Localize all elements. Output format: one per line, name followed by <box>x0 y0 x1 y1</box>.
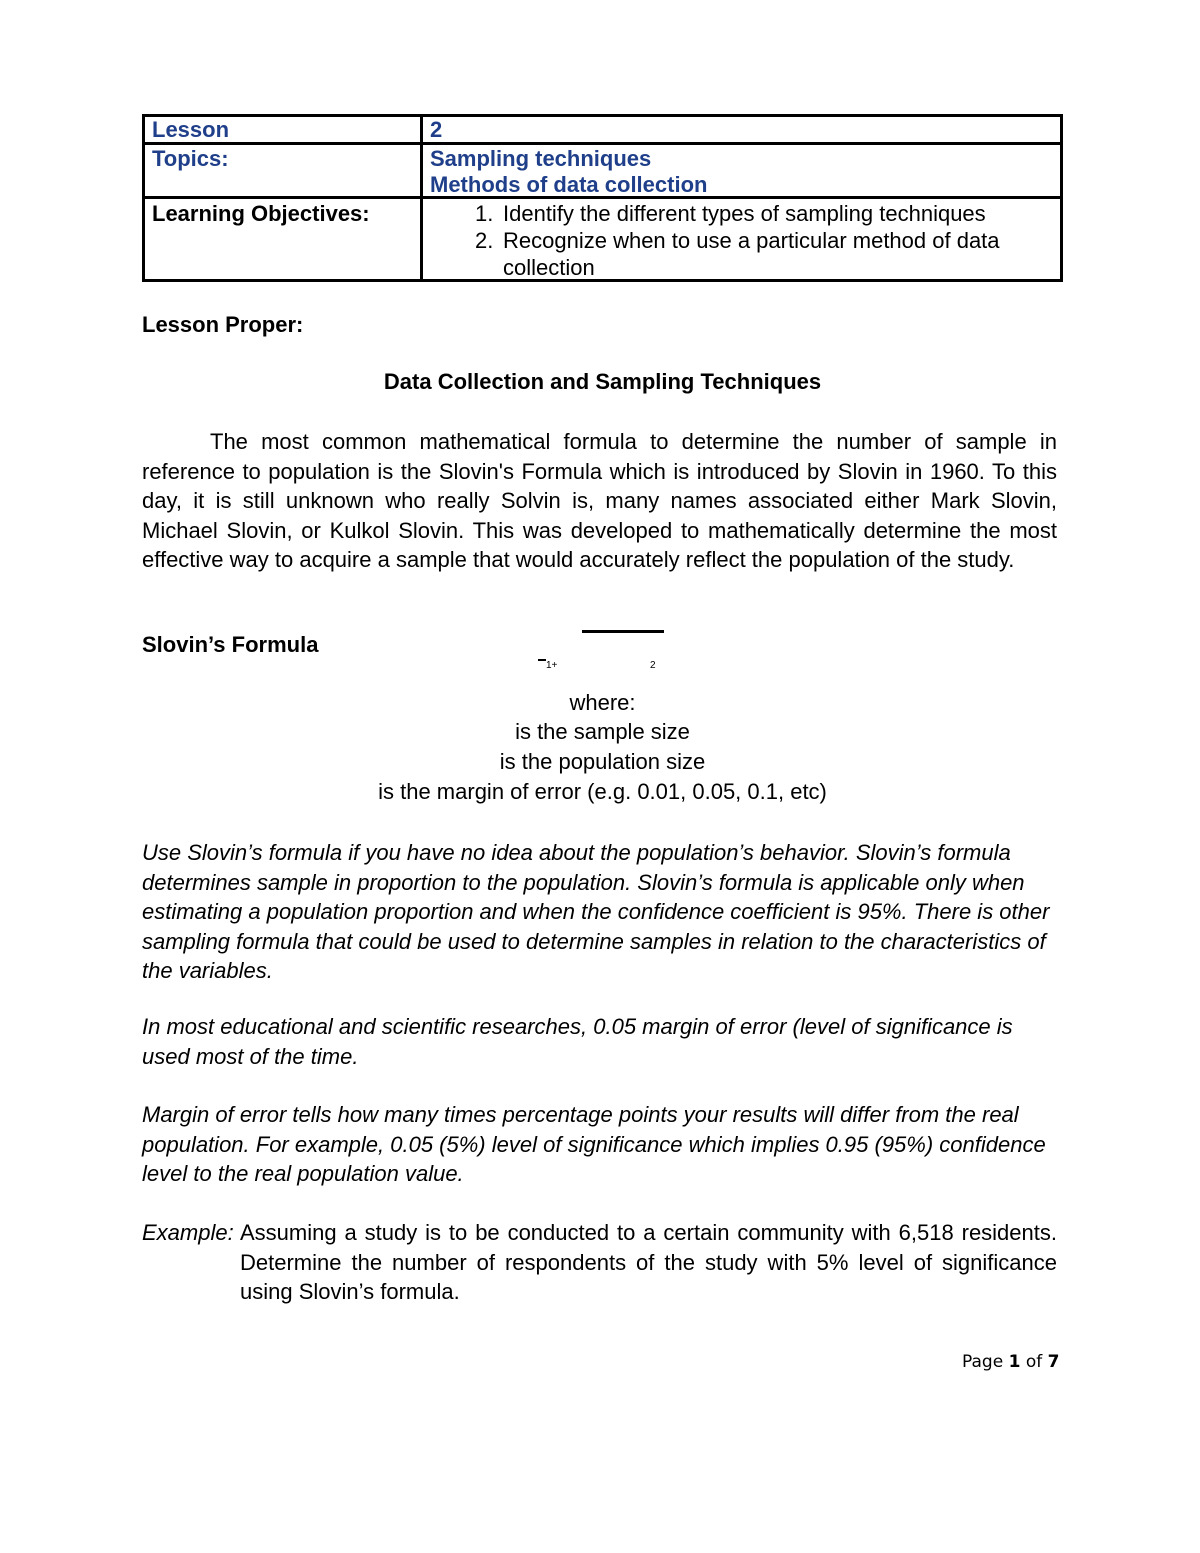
objectives-label: Learning Objectives: <box>152 201 370 226</box>
intro-paragraph: The most common mathematical formula to determine the number of sample in reference to population is the Slovin's Formula which is introduced by Slovin in 1960. To this day, it is still unknown who really Solvin is, many names associated either Mark Slovin, Michael Slovin, or Kulkol Slovin. This was developed to mathematically determine the most effective way to acquire a sample that would accurately reflect the population of the study. <box>142 429 1057 572</box>
note-paragraph: In most educational and scientific researches, 0.05 margin of error (level of significance is used most of the time. <box>142 1014 1013 1069</box>
page-prefix: Page <box>962 1352 1004 1372</box>
example-body: Assuming a study is to be conducted to a certain community with 6,518 residents. Determine the number of respondents of the study with 5% level of significance using Slovin’s formula. <box>240 1220 1057 1304</box>
where-label: where: <box>569 690 636 715</box>
objective-text: Recognize when to use a particular method of data <box>503 228 1000 253</box>
page-current: 1 <box>1008 1352 1021 1372</box>
definition-sample-size: is the sample size <box>515 719 690 744</box>
example-label: Example: <box>142 1220 234 1245</box>
section-title: Data Collection and Sampling Techniques <box>383 369 822 394</box>
note-paragraph: Margin of error tells how many times percentage points your results will differ from the real population. For example, 0.05 (5%) level of significance which implies 0.95 (95%) confidence level to the real population value. <box>142 1102 1046 1186</box>
objective-number: 1. <box>475 201 494 226</box>
definition-margin-of-error: is the margin of error (e.g. 0.01, 0.05, 0.1, etc) <box>378 779 827 804</box>
formula-heading: Slovin’s Formula <box>142 632 319 657</box>
formula-exponent: 2 <box>650 660 656 671</box>
objective-text: Identify the different types of sampling techniques <box>503 201 986 226</box>
formula-denominator: 1+ <box>546 660 558 671</box>
objective-number: 2. <box>475 228 494 253</box>
objective-text-continued: collection <box>503 255 595 280</box>
fraction-bar <box>582 630 664 633</box>
page-of: of <box>1025 1352 1043 1372</box>
formula-fragment <box>538 659 546 661</box>
topic-item: Sampling techniques <box>430 146 652 171</box>
topic-item: Methods of data collection <box>430 172 708 197</box>
lesson-number: 2 <box>430 117 443 142</box>
note-paragraph: Use Slovin’s formula if you have no idea about the population’s behavior. Slovin’s formula determines sample in proportion to the population. Slovin’s formula is applicable only when estimating a population proportion and when the confidence coefficient is 95%. There is other sampling formula that could be used to determine samples in relation to the characteristics of the variables. <box>142 840 1050 983</box>
definition-population-size: is the population size <box>499 749 706 774</box>
topics-label: Topics: <box>152 146 229 171</box>
lesson-label: Lesson <box>152 117 230 142</box>
page-total: 7 <box>1047 1352 1060 1372</box>
page-footer <box>962 1352 1059 1372</box>
lesson-proper-heading: Lesson Proper: <box>142 312 304 337</box>
example-text <box>240 1218 1057 1307</box>
